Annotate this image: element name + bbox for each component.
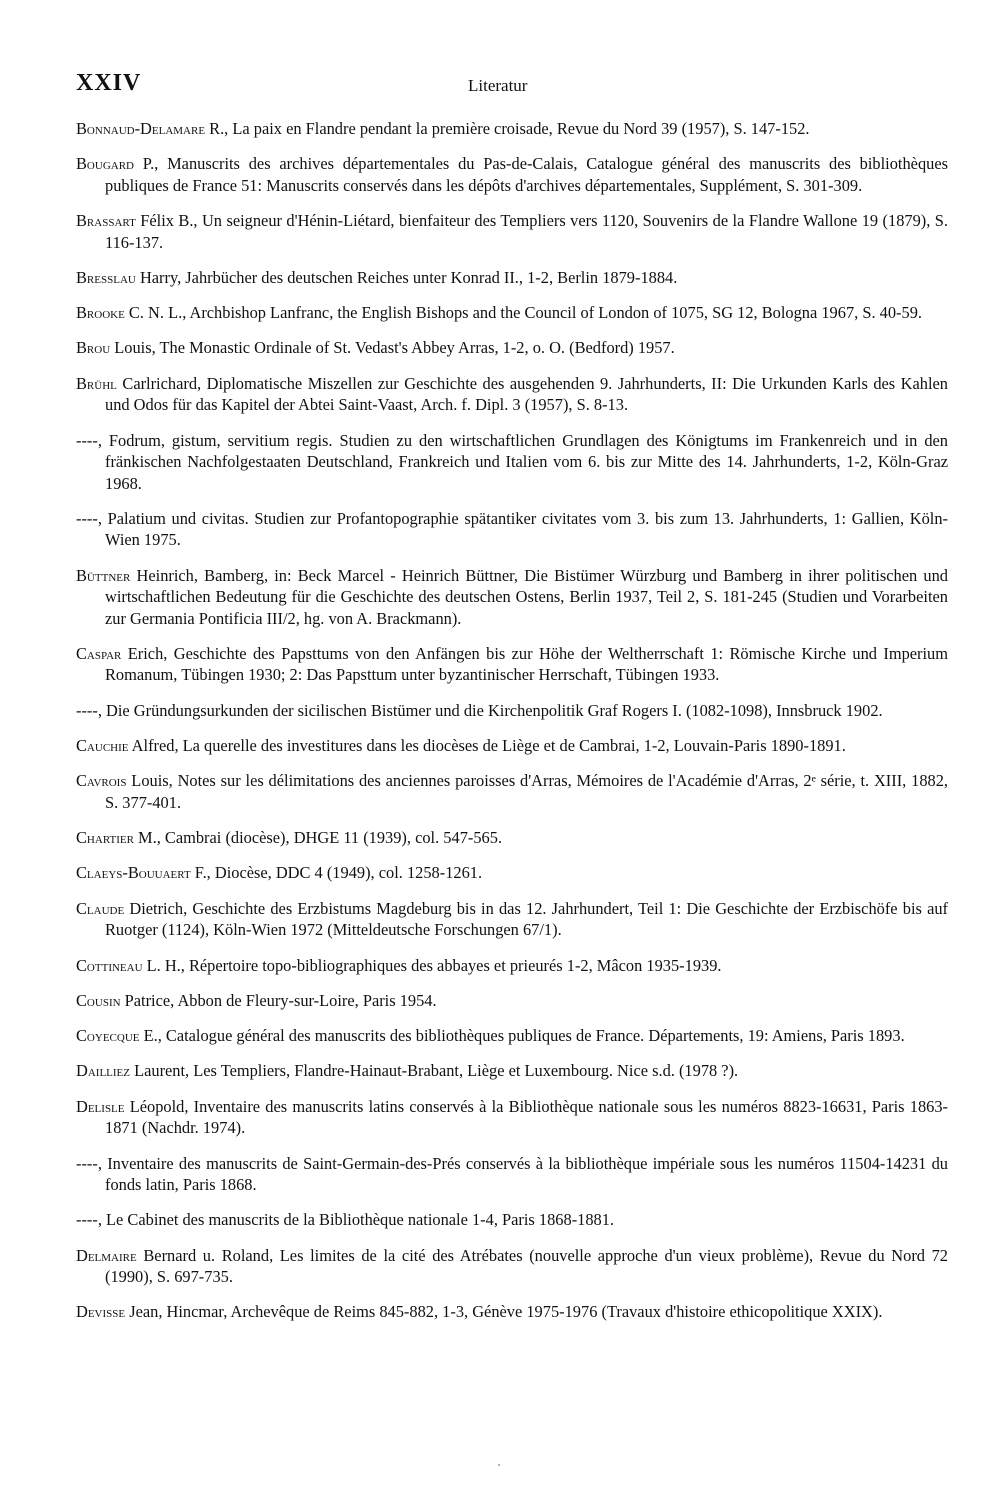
bibliography-entry <box>76 1096 948 1139</box>
bibliography-entry <box>76 955 948 977</box>
entry-author: Bonnaud-Delamare R., <box>76 119 229 138</box>
entry-text: ----, Die Gründungsurkunden der sicilischen Bistümer und die Kirchenpolitik Graf Rogers I. (1082-1098), Innsbruck 1902. <box>76 700 883 720</box>
entry-author: Brassart <box>76 211 136 231</box>
entry-author: Bresslau <box>76 267 136 287</box>
entry-text: Léopold, Inventaire des manuscrits latins conservés à la Bibliothèque nationale sous les numéros 8823-16631, Paris 1863-1871 (Nachdr. 1974). <box>105 1096 948 1138</box>
page-number: XXIV <box>76 70 142 96</box>
entry-author: Cavrois <box>76 771 127 791</box>
bibliography-entry <box>76 1060 948 1082</box>
bibliography-entry <box>76 337 948 359</box>
entry-text: C. N. L., Archbishop Lanfranc, the English Bishops and the Council of London of 1075, SG 12, Bologna 1967, S. 40-59. <box>124 303 922 323</box>
entry-author: Devisse <box>76 1302 126 1322</box>
entry-text: Dietrich, Geschichte des Erzbistums Magdeburg bis in das 12. Jahrhundert, Teil 1: Die Geschichte der Erzbischöfe bis auf Ruotger (1124), Köln-Wien 1972 (Mitteldeutsche Forschungen 67/1). <box>105 898 948 940</box>
entry-text: Jean, Hincmar, Archevêque de Reims 845-882, 1-3, Génève 1975-1976 (Travaux d'histoire ethicopolitique XXIX). <box>125 1302 883 1322</box>
entry-text: Alfred, La querelle des investitures dans les diocèses de Liège et de Cambrai, 1-2, Louvain-Paris 1890-1891. <box>128 736 846 756</box>
running-header-title: Literatur <box>468 76 528 95</box>
entry-author: Chartier <box>76 828 134 848</box>
entry-author: Cousin <box>76 990 121 1010</box>
entry-text: Carlrichard, Diplomatische Miszellen zur Geschichte des ausgehenden 9. Jahrhunderts, II: Die Urkunden Karls des Kahlen und Odos für das Kapitel der Abtei Saint-Vaast, Arch. f. Dipl. 3 (1957), S. 8-13. <box>105 373 948 415</box>
entry-text: ----, Palatium und civitas. Studien zur Profantopographie spätantiker civitates vom 3. bis zum 13. Jahrhunderts, 1: Gallien, Köln-Wien 1975. <box>76 508 948 550</box>
bibliography-entry <box>76 862 948 884</box>
entry-author: Caspar <box>76 643 122 663</box>
bibliography-entry <box>76 735 948 757</box>
bibliography-entry <box>76 153 948 196</box>
bibliography-list <box>76 118 948 1337</box>
bibliography-entry <box>76 210 948 253</box>
entry-author: Brou <box>76 338 111 358</box>
entry-text: Harry, Jahrbücher des deutschen Reiches unter Konrad II., 1-2, Berlin 1879-1884. <box>135 267 678 287</box>
entry-text: Félix B., Un seigneur d'Hénin-Liétard, bienfaiteur des Templiers vers 1120, Souvenirs de la Flandre Wallone 19 (1879), S. 116-137. <box>105 211 948 252</box>
entry-text: M., Cambrai (diocèse), DHGE 11 (1939), col. 547-565. <box>133 828 503 848</box>
entry-text: La paix en Flandre pendant la première croisade, Revue du Nord 39 (1957), S. 147-152. <box>228 119 810 138</box>
entry-author: Cottineau <box>76 955 143 975</box>
bibliography-entry <box>76 1153 948 1196</box>
entry-text: Heinrich, Bamberg, in: Beck Marcel - Heinrich Büttner, Die Bistümer Würzburg und Bamberg in ihrer politischen und wirtschaftlichen Bedeutung für die Geschichte des deutschen Ostens, Berlin 1937, Teil 2, S. 181-245 (Studien und Vorarbeiten zur Germania Pontificia III/2, hg. von A. Brackmann). <box>105 565 948 628</box>
entry-author: Claeys-Bouuaert <box>76 863 191 883</box>
bibliography-entry <box>76 1209 948 1231</box>
entry-text: Laurent, Les Templiers, Flandre-Hainaut-Brabant, Liège et Luxembourg. Nice s.d. (1978 ?). <box>129 1061 739 1081</box>
entry-text: ----, Le Cabinet des manuscrits de la Bibliothèque nationale 1-4, Paris 1868-1881. <box>76 1210 615 1230</box>
entry-author: Coyecque <box>76 1026 140 1046</box>
entry-author: Cauchie <box>76 736 129 756</box>
bibliography-entry <box>76 118 948 140</box>
entry-author: Claude <box>76 898 125 918</box>
bibliography-entry <box>76 267 948 289</box>
bibliography-entry <box>76 373 948 416</box>
entry-author: Brooke <box>76 303 125 323</box>
entry-author: Dailliez <box>76 1061 130 1081</box>
entry-text: Bernard u. Roland, Les limites de la cité des Atrébates (nouvelle approche d'un vieux problème), Revue du Nord 72 (1990), S. 697-735. <box>105 1245 948 1287</box>
entry-author: Brühl <box>76 373 117 393</box>
bibliography-entry <box>76 1025 948 1047</box>
bibliography-entry <box>76 565 948 630</box>
entry-text: E., Catalogue général des manuscrits des bibliothèques publiques de France. Départements, 19: Amiens, Paris 1893. <box>139 1026 905 1046</box>
entry-text: Louis, Notes sur les délimitations des anciennes paroisses d'Arras, Mémoires de l'Académie d'Arras, 2ᵉ série, t. XIII, 1882, S. 377-401. <box>105 771 948 812</box>
entry-text: Patrice, Abbon de Fleury-sur-Loire, Paris 1954. <box>120 990 437 1010</box>
bibliography-entry <box>76 430 948 495</box>
bibliography-entry <box>76 770 948 813</box>
entry-text: Erich, Geschichte des Papsttums von den Anfängen bis zur Höhe der Weltherrschaft 1: Römische Kirche und Imperium Romanum, Tübingen 1930; 2: Das Papsttum unter byzantinischer Herrschaft, Tübingen 1933. <box>105 643 948 685</box>
page-speck <box>498 1464 500 1466</box>
entry-text: Manuscrits des archives départementales du Pas-de-Calais, Catalogue général des manuscrits des bibliothèques publiques de France 51: Manuscrits conservés dans les dépôts d'archives départementales, Supplément, S. 301-309. <box>105 154 948 195</box>
entry-author: Büttner <box>76 565 131 585</box>
bibliography-entry <box>76 1301 948 1323</box>
bibliography-entry <box>76 508 948 551</box>
entry-text: Louis, The Monastic Ordinale of St. Vedast's Abbey Arras, 1-2, o. O. (Bedford) 1957. <box>110 338 675 358</box>
bibliography-entry <box>76 827 948 849</box>
entry-author: Delmaire <box>76 1245 137 1265</box>
entry-text: F., Diocèse, DDC 4 (1949), col. 1258-1261. <box>190 863 483 883</box>
entry-text: ----, Fodrum, gistum, servitium regis. Studien zu den wirtschaftlichen Grundlagen des Königtums im Frankenreich und in den fränkischen Nachfolgestaaten Deutschland, Frankreich und Italien vom 6. bis zur Mitte des 14. Jahrhunderts, 1-2, Köln-Graz 1968. <box>76 430 948 493</box>
entry-text: L. H., Répertoire topo-bibliographiques des abbayes et prieurés 1-2, Mâcon 1935-1939. <box>142 955 722 975</box>
bibliography-entry <box>76 700 948 722</box>
bibliography-entry <box>76 898 948 941</box>
bibliography-entry <box>76 302 948 324</box>
entry-text: ----, Inventaire des manuscrits de Saint-Germain-des-Prés conservés à la bibliothèque impériale sous les numéros 11504-14231 du fonds latin, Paris 1868. <box>76 1153 948 1195</box>
entry-author: Bougard P., <box>76 154 159 174</box>
bibliography-entry <box>76 1245 948 1288</box>
bibliography-entry <box>76 643 948 686</box>
entry-author: Delisle <box>76 1096 125 1116</box>
bibliography-entry <box>76 990 948 1012</box>
